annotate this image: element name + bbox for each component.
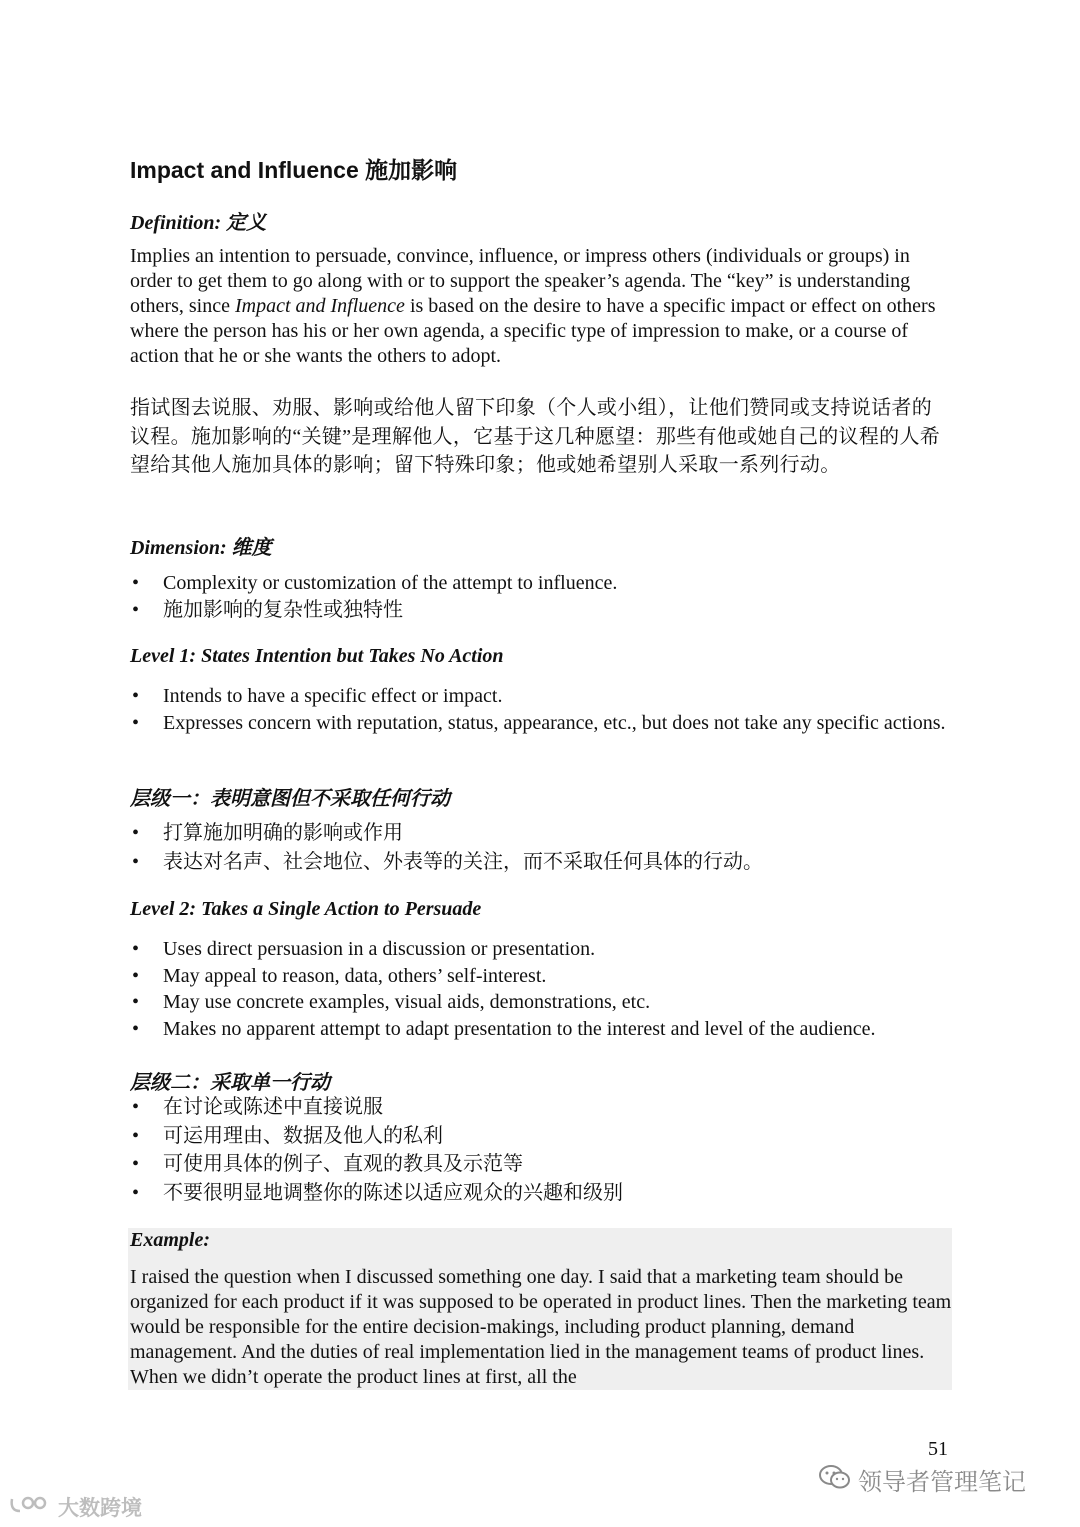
list-item: • 施加影响的复杂性或独特性 [130,597,952,624]
definition-text-en: Implies an intention to persuade, convince, influence, or impress others (individuals or groups) in order to get them to go along with or to support the speaker’s agenda. The “key” is understanding others, since Impact and Influence is based on the desire to have a specific impact or effect on others where the person has his or her own agenda, a specific type of impression to make, or a course of action that he or she wants the others to adopt. [130,245,936,367]
list-item: • 表达对名声、社会地位、外表等的关注，而不采取任何具体的行动。 [130,848,952,877]
watermark-right [818,1462,1026,1497]
page-title: Impact and Influence 施加影响 [130,157,458,183]
level1-zh-heading: 层级一：表明意图但不采取任何行动 [130,788,450,810]
list-item: • 打算施加明确的影响或作用 [130,819,952,848]
watermark-left [8,1492,142,1522]
level1-list [130,683,952,736]
definition-italic-term: Impact and Influence [234,295,405,317]
level2-zh-list [130,1093,952,1207]
definition-heading: Definition: 定义 [130,212,267,234]
brand-logo-icon [8,1493,52,1522]
list-item: • 可使用具体的例子、直观的教具及示范等 [130,1150,952,1179]
dimension-list [130,570,952,623]
watermark-left-text: 大数跨境 [58,1496,142,1520]
list-item: • 可运用理由、数据及他人的私利 [130,1122,952,1151]
level1-heading: Level 1: States Intention but Takes No Action [130,645,504,667]
definition-text-zh: 指试图去说服、劝服、影响或给他人留下印象（个人或小组），让他们赞同或支持说话者的议程。施加影响的“关键”是理解他人，它基于这几种愿望：那些有他或她自己的议程的人希望给其他人施加具体的影响；留下特殊印象；他或她希望别人采取一系列行动。 [130,397,941,476]
list-item: • Expresses concern with reputation, status, appearance, etc., but does not take any specific actions. [130,710,952,737]
example-heading: Example: [130,1229,210,1251]
list-item: • May use concrete examples, visual aids, demonstrations, etc. [130,989,952,1016]
page-number: 51 [928,1438,948,1460]
list-item: • Intends to have a specific effect or impact. [130,683,952,710]
list-item: • Makes no apparent attempt to adapt presentation to the interest and level of the audience. [130,1016,952,1043]
watermark-right-text: 领导者管理笔记 [858,1468,1026,1496]
list-item: • Uses direct persuasion in a discussion or presentation. [130,936,952,963]
list-item: • 在讨论或陈述中直接说服 [130,1093,952,1122]
example-text: I raised the question when I discussed something one day. I said that a marketing team should be organized for each product if it was supposed to be operated in product lines. Then the marketing team would be responsible for the entire decision-makings, including product planning, demand management. And the duties of real implementation lied in the management teams of product lines. When we didn’t operate the product lines at first, all the [130,1266,952,1388]
level2-zh-heading: 层级二：采取单一行动 [130,1072,330,1094]
level1-zh-list [130,819,952,876]
dimension-heading: Dimension: 维度 [130,537,272,559]
list-item: • 不要很明显地调整你的陈述以适应观众的兴趣和级别 [130,1179,952,1208]
level2-list [130,936,952,1042]
list-item: • Complexity or customization of the attempt to influence. [130,570,952,597]
list-item: • May appeal to reason, data, others’ self-interest. [130,963,952,990]
wechat-icon [818,1463,852,1497]
level2-heading: Level 2: Takes a Single Action to Persuade [130,898,482,920]
